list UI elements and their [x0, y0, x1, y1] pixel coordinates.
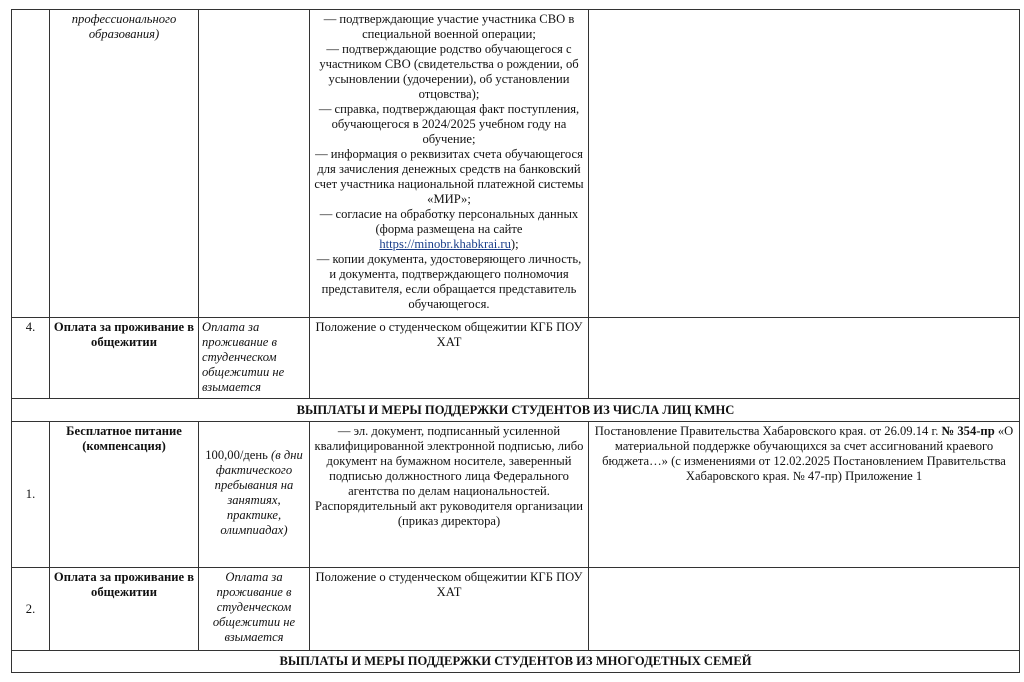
basis-text: Постановление Правительства Хабаровского края. от 26.09.14 г. [594, 424, 942, 438]
row-number: 1. [12, 422, 50, 568]
basis-cell [589, 10, 1020, 318]
consent-suffix: ); [510, 237, 519, 251]
amount-cell [199, 422, 310, 568]
document-item: Распорядительный акт руководителя организации (приказ директора) [315, 499, 583, 528]
basis-text-rest: «О материальной поддержке обучающихся за счет ассигнований краевого бюджета…» (с изменениями от 12.02.2025 Постановлением Правительства Хабаровского края. № 47-пр) Приложение 1 [602, 424, 1014, 483]
basis-cell [589, 318, 1020, 399]
amount-value: 100,00/день [205, 448, 268, 462]
amount-note: (в дни фактического пребывания на занятиях, практике, олимпиадах) [214, 448, 303, 537]
documents-cell: Положение о студенческом общежитии КГБ ПОУ ХАТ [310, 568, 589, 651]
basis-number: № 354-пр [941, 424, 995, 438]
section-header-row [12, 651, 1020, 673]
row-number: 4. [12, 318, 50, 399]
document-item: — справка, подтверждающая факт поступления, обучающегося в 2024/2025 учебном году на обучение; [318, 102, 580, 146]
table-row [12, 10, 1020, 318]
support-measures-table [11, 9, 1020, 673]
section-header-kmns: ВЫПЛАТЫ И МЕРЫ ПОДДЕРЖКИ СТУДЕНТОВ ИЗ ЧИСЛА ЛИЦ КМНС [12, 399, 1020, 422]
row-number [12, 10, 50, 318]
document-item: — подтверждающие родство обучающегося с участником СВО (свидетельства о рождении, об усыновлении (удочерении), об установлении отцовства); [319, 42, 579, 101]
measure-name: Оплата за проживание в общежитии [50, 568, 199, 651]
measure-name: Бесплатное питание (компенсация) [50, 422, 199, 568]
documents-cell: Положение о студенческом общежитии КГБ ПОУ ХАТ [310, 318, 589, 399]
document-item-consent [313, 207, 585, 252]
amount-cell: Оплата за проживание в студенческом общежитии не взымается [199, 318, 310, 399]
document-item: — подтверждающие участие участника СВО в специальной военной операции; [323, 12, 575, 41]
table-row [12, 568, 1020, 651]
document-item: — информация о реквизитах счета обучающегося для зачисления денежных средств на банковский счет участника национальной платежной системы «МИР»; [314, 147, 584, 206]
document-item: — копии документа, удостоверяющего личность, и документа, подтверждающего полномочия представителя, если обращается представитель обучающегося. [316, 252, 582, 311]
section-header-large-families: ВЫПЛАТЫ И МЕРЫ ПОДДЕРЖКИ СТУДЕНТОВ ИЗ МНОГОДЕТНЫХ СЕМЕЙ [12, 651, 1020, 673]
minobr-link[interactable]: https://minobr.khabkrai.ru [379, 237, 511, 251]
amount-cell [199, 10, 310, 318]
documents-cell [310, 422, 589, 568]
consent-text: — согласие на обработку персональных данных (форма размещена на сайте [319, 207, 579, 236]
documents-cell [310, 10, 589, 318]
basis-cell [589, 422, 1020, 568]
basis-cell [589, 568, 1020, 651]
measure-name: Оплата за проживание в общежитии [50, 318, 199, 399]
row-number: 2. [12, 568, 50, 651]
table-row [12, 318, 1020, 399]
measure-name: профессионального образования) [50, 10, 199, 318]
document-item: — эл. документ, подписанный усиленной квалифицированной электронной подписью, либо документ на бумажном носителе, заверенный подписью должностного лица Федерального агентства по делам национальностей. [314, 424, 584, 498]
section-header-row [12, 399, 1020, 422]
amount-cell: Оплата за проживание в студенческом общежитии не взымается [199, 568, 310, 651]
table-row [12, 422, 1020, 568]
